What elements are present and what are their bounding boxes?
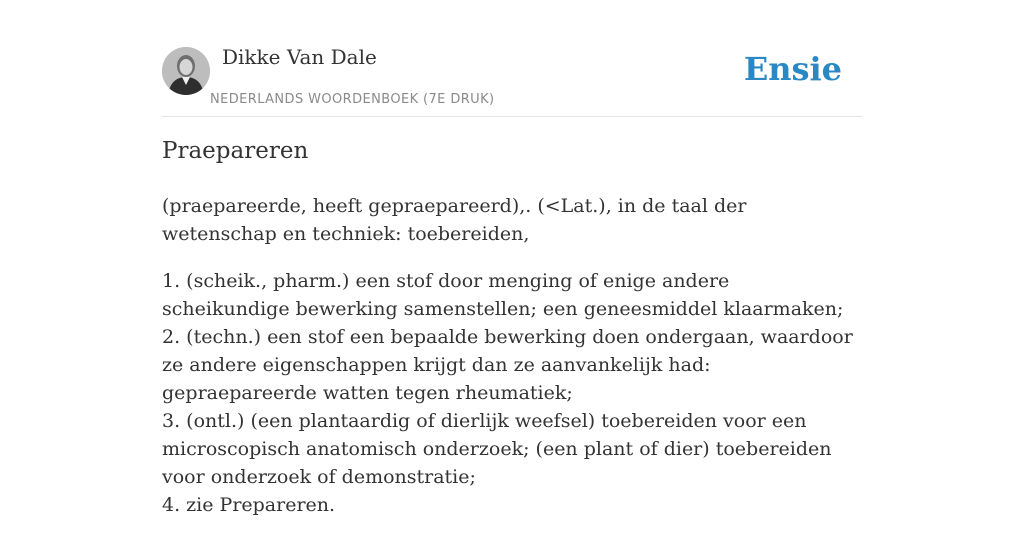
portrait-image <box>162 47 210 95</box>
avatar[interactable] <box>162 47 210 95</box>
sense-item: 2. (techn.) een stof een bepaalde bewerking doen ondergaan, waardoor ze andere eigenschappen krijgt dan ze aanvankelijk had: gepraepareerde watten tegen rheumatiek; <box>162 326 853 404</box>
sense-item: 1. (scheik., pharm.) een stof door menging of enige andere scheikundige bewerking samenstellen; een geneesmiddel klaarmaken; <box>162 270 844 320</box>
definition-senses <box>162 267 862 519</box>
author-name[interactable]: Dikke Van Dale <box>222 45 377 69</box>
definition-body <box>162 192 862 538</box>
definition-intro: (praepareerde, heeft gepraepareerd),. (<Lat.), in de taal der wetenschap en techniek: toebereiden, <box>162 195 747 245</box>
page-header <box>162 0 862 117</box>
sense-item: 3. (ontl.) (een plantaardig of dierlijk weefsel) toebereiden voor een microscopisch anatomisch onderzoek; (een plant of dier) toebereiden voor onderzoek of demonstratie; <box>162 410 832 488</box>
entry-title: Praepareren <box>162 138 309 164</box>
page <box>162 0 862 516</box>
brand-logo[interactable]: Ensie <box>743 50 842 88</box>
sense-item: 4. zie Prepareren. <box>162 494 336 516</box>
source-name[interactable]: NEDERLANDS WOORDENBOEK (7E DRUK) <box>210 92 495 107</box>
